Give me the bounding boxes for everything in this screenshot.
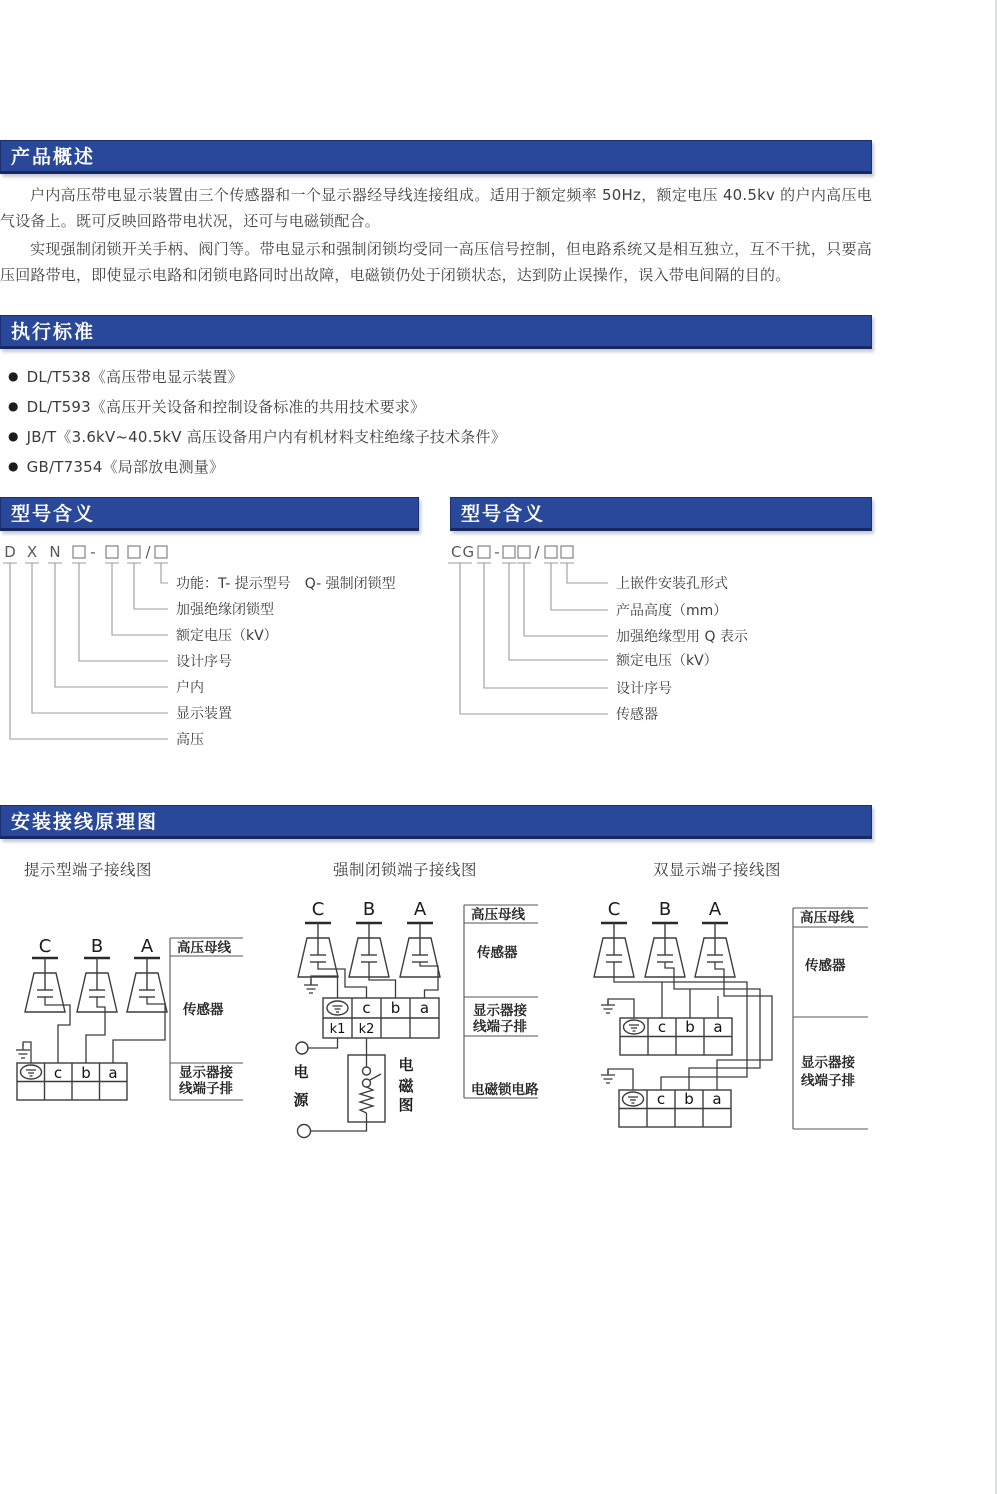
terminal-block-lower [619, 1090, 731, 1127]
model-char: / [534, 543, 540, 561]
ground-icon [601, 999, 615, 1013]
model-code-dxn [3, 543, 168, 563]
phase-label-c: C [38, 936, 52, 957]
model-char: X [26, 543, 38, 561]
bracket-label-sensor: 传感器 [805, 958, 846, 974]
power-label-1: 电 [293, 1063, 309, 1081]
wiring-diagram2-title: 强制闭锁端子接线图 [333, 861, 478, 879]
model-label: 额定电压（kV） [176, 628, 278, 644]
model-labels-dxn [176, 575, 396, 748]
model-right-title: 型号含义 [461, 503, 546, 525]
standards-item [8, 361, 868, 391]
bracket-label-terminal-2: 线端子排 [801, 1073, 855, 1089]
terminal-label-b: b [390, 999, 401, 1017]
page-edge-line [995, 0, 997, 1494]
model-char: - [494, 543, 500, 561]
terminal-label-c: c [53, 1064, 63, 1082]
wires [23, 997, 165, 1063]
wiring-diagram3-title: 双显示端子接线图 [653, 861, 782, 879]
terminal-label-a: a [108, 1064, 118, 1082]
bullet-icon: ● [8, 399, 19, 413]
model-char: CG [451, 543, 476, 561]
terminal-label-c: c [656, 1090, 666, 1108]
section-bar-standards [0, 315, 872, 349]
model-char: / [145, 543, 151, 561]
ground-icon [16, 1044, 30, 1058]
section-bar-overview [0, 140, 872, 174]
magnet-label-2: 磁 [398, 1077, 414, 1095]
wiring-diagram-1 [0, 900, 250, 1112]
terminal-block [323, 998, 439, 1038]
standards-item-text: DL/T538《高压带电显示装置》 [26, 367, 243, 386]
terminal-label-c: c [362, 999, 371, 1017]
terminal-label-a: a [712, 1090, 722, 1108]
bracket-label-sensor: 传感器 [183, 1002, 224, 1018]
phase-label-b: B [90, 936, 104, 957]
ground-icon [601, 1069, 615, 1083]
model-labels-cg [616, 575, 749, 723]
terminal-label-b: b [684, 1090, 694, 1108]
model-label: 传感器 [616, 707, 658, 723]
overview-paragraph-2: 实现强制闭锁开关手柄、阀门等。带电显示和强制闭锁均受同一高压信号控制，但电路系统又是相互独立，互不干扰，只要高压回路带电，即使显示电路和闭锁电路同时出故障，电磁锁仍处于闭锁状态，达到防止误操作，误入带电间隔的目的。 [0, 240, 872, 284]
bracket-label-busbar: 高压母线 [800, 910, 854, 926]
phase-label-a: A [140, 936, 154, 957]
phase-label-c: C [607, 899, 621, 920]
legend-bracket [170, 938, 243, 1100]
model-label: 加强绝缘闭锁型 [176, 602, 274, 618]
model-label: 高压 [176, 732, 204, 748]
terminal-label-c: c [657, 1018, 667, 1036]
ground-terminal-icon [327, 1001, 348, 1015]
model-label: 设计序号 [616, 681, 672, 697]
model-diagram-cg [440, 543, 860, 771]
bracket-label-terminal-2: 线端子排 [473, 1019, 527, 1035]
ground-terminal-icon [21, 1065, 42, 1079]
section-bar-model-right [450, 497, 872, 531]
model-char: D [4, 543, 16, 561]
bullet-icon: ● [8, 369, 19, 383]
ground-terminal-icon [623, 1092, 644, 1106]
standards-list [8, 361, 868, 481]
model-char: - [90, 543, 96, 561]
model-label: 加强绝缘型用 Q 表示 [616, 629, 748, 645]
model-left-title: 型号含义 [11, 503, 96, 525]
terminal-label-a: a [713, 1018, 723, 1036]
bracket-label-busbar: 高压母线 [177, 940, 231, 956]
bracket-label-sensor: 传感器 [477, 945, 518, 961]
standards-item-text: GB/T7354《局部放电测量》 [26, 457, 225, 476]
overview-text [0, 182, 872, 290]
phase-label-c: C [311, 899, 325, 920]
terminal-label-a: a [419, 999, 430, 1017]
legend-bracket [793, 908, 868, 1129]
bullet-icon: ● [8, 429, 19, 443]
section-bar-wiring [0, 805, 872, 839]
wiring-diagram1-title: 提示型端子接线图 [24, 861, 153, 879]
bracket-label-lock: 电磁锁电路 [471, 1082, 539, 1098]
model-label: 产品高度（mm） [616, 603, 728, 619]
model-label: 功能：T- 提示型号 Q- 强制闭锁型 [176, 576, 396, 592]
phase-label-a: A [708, 899, 722, 920]
bracket-label-terminal-2: 线端子排 [179, 1081, 233, 1097]
terminal-label-k2: k2 [358, 1022, 375, 1037]
model-label: 上嵌件安装孔形式 [616, 576, 728, 592]
model-label: 额定电压（kV） [616, 653, 718, 669]
standards-item [8, 421, 868, 451]
magnet-label-1: 电 [398, 1056, 414, 1074]
wiring-diagram-3 [595, 893, 875, 1137]
model-label: 显示装置 [176, 706, 232, 722]
standards-item-text: JB/T《3.6kV~40.5kV 高压设备用户内有机材料支柱绝缘子技术条件》 [26, 427, 506, 446]
model-code-cg [448, 543, 574, 563]
power-source [293, 1042, 310, 1138]
overview-title: 产品概述 [11, 146, 96, 168]
model-diagram-dxn [0, 543, 420, 771]
model-char: N [49, 543, 61, 561]
power-label-2: 源 [293, 1091, 309, 1109]
terminal-block-upper [620, 1018, 732, 1055]
bracket-label-terminal-1: 显示器接 [473, 1003, 527, 1019]
bracket-label-terminal-1: 显示器接 [801, 1055, 855, 1071]
model-label: 户内 [176, 680, 204, 696]
bracket-label-busbar: 高压母线 [471, 907, 525, 923]
legend-bracket [464, 905, 539, 1098]
terminal-label-b: b [685, 1018, 695, 1036]
terminal-label-k1: k1 [329, 1022, 346, 1037]
standards-item [8, 451, 868, 481]
phase-label-b: B [658, 899, 672, 920]
phase-label-b: B [362, 899, 376, 920]
terminal-block [17, 1063, 127, 1100]
standards-item-text: DL/T593《高压开关设备和控制设备标准的共用技术要求》 [26, 397, 426, 416]
wiring-diagram-2 [290, 895, 550, 1145]
model-connector-lines [10, 563, 168, 739]
model-connector-lines [460, 563, 608, 714]
terminal-label-b: b [81, 1064, 91, 1082]
model-label: 设计序号 [176, 654, 232, 670]
standards-item [8, 391, 868, 421]
wiring-title: 安装接线原理图 [11, 811, 159, 833]
ground-terminal-icon [624, 1020, 645, 1034]
standards-title: 执行标准 [11, 321, 96, 343]
phase-label-a: A [413, 899, 427, 920]
bracket-label-terminal-1: 显示器接 [179, 1065, 233, 1081]
electromagnet-box [348, 1055, 414, 1122]
magnet-label-3: 图 [398, 1096, 414, 1114]
bullet-icon: ● [8, 459, 19, 473]
overview-paragraph-1: 户内高压带电显示装置由三个传感器和一个显示器经导线连接组成。适用于额定频率 50Hz，额定电压 40.5kv 的户内高压电气设备上。既可反映回路带电状况，还可与电磁锁配合。 [0, 186, 872, 230]
section-bar-model-left [0, 497, 419, 531]
ground-icon [304, 979, 318, 993]
